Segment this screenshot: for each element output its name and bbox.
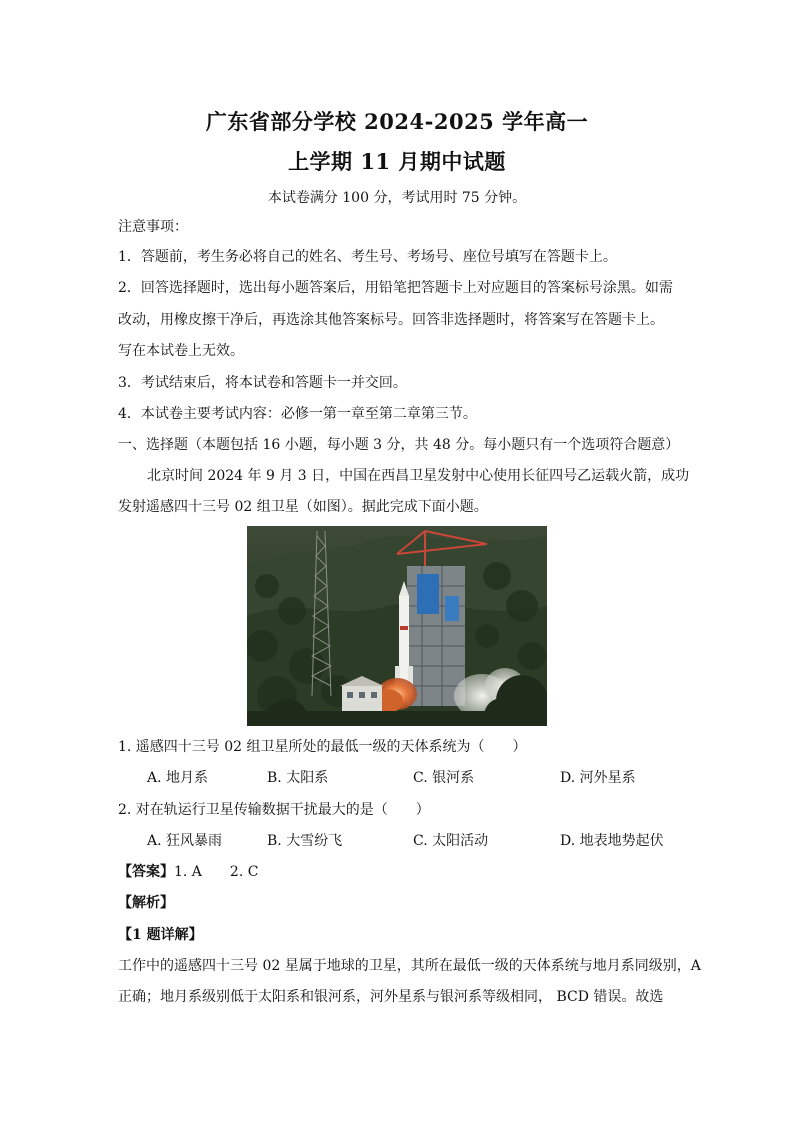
note-item-4: 4．本试卷主要考试内容：必修一第一章至第二章第三节。: [118, 406, 477, 422]
analysis-detail-label: 【1 题详解】: [118, 927, 203, 943]
question-2-option-d: D. 地表地势起伏: [560, 833, 664, 849]
question-1-option-a: A. 地月系: [147, 770, 209, 786]
exam-subtitle: 本试卷满分 100 分，考试用时 75 分钟。: [267, 190, 527, 206]
analysis-paragraph-line2: 正确；地月系级别低于太阳系和银河系，河外星系与银河系等级相同， BCD 错误。故选: [118, 989, 664, 1005]
question-2-option-c: C. 太阳活动: [413, 833, 489, 849]
exam-title-line1: 广东省部分学校 2024-2025 学年高一: [205, 109, 589, 134]
note-item-2-line1: 2．回答选择题时，选出每小题答案后，用铅笔把答题卡上对应题目的答案标号涂黑。如需: [118, 280, 673, 296]
section-heading: 一、选择题（本题包括 16 小题，每小题 3 分，共 48 分。每小题只有一个选项符合题意）: [118, 437, 680, 453]
exam-title-line2: 上学期 11 月期中试题: [288, 149, 506, 174]
question-1-option-b: B. 太阳系: [267, 770, 329, 786]
question-2-option-a: A. 狂风暴雨: [147, 833, 223, 849]
notes-heading: 注意事项：: [118, 219, 188, 235]
rocket-launch-photo: [247, 526, 547, 726]
answer-row: [118, 862, 258, 882]
analysis-label: 【解析】: [118, 895, 174, 911]
note-item-1: 1．答题前，考生务必将自己的姓名、考生号、考场号、座位号填写在答题卡上。: [118, 249, 617, 265]
intro-line1: 北京时间 2024 年 9 月 3 日，中国在西昌卫星发射中心使用长征四号乙运载火箭，成功: [147, 468, 690, 484]
answer-text: 1. A 2. C: [174, 864, 259, 880]
question-1-stem: 1. 遥感四十三号 02 组卫星所处的最低一级的天体系统为（ ）: [118, 739, 527, 755]
note-item-2-line2: 改动，用橡皮擦干净后，再选涂其他答案标号。回答非选择题时，将答案写在答题卡上。: [118, 312, 664, 328]
note-item-2-line3: 写在本试卷上无效。: [118, 343, 244, 359]
question-1-option-d: D. 河外星系: [560, 770, 636, 786]
question-1-option-c: C. 银河系: [413, 770, 475, 786]
question-2-option-b: B. 大雪纷飞: [267, 833, 343, 849]
note-item-3: 3．考试结束后，将本试卷和答题卡一并交回。: [118, 375, 407, 391]
answer-label: 【答案】: [118, 864, 174, 880]
question-2-stem: 2. 对在轨运行卫星传输数据干扰最大的是（ ）: [118, 802, 430, 818]
analysis-paragraph-line1: 工作中的遥感四十三号 02 星属于地球的卫星，其所在最低一级的天体系统与地月系同级别，A: [118, 958, 701, 974]
intro-line2: 发射遥感四十三号 02 组卫星（如图）。据此完成下面小题。: [118, 499, 488, 515]
